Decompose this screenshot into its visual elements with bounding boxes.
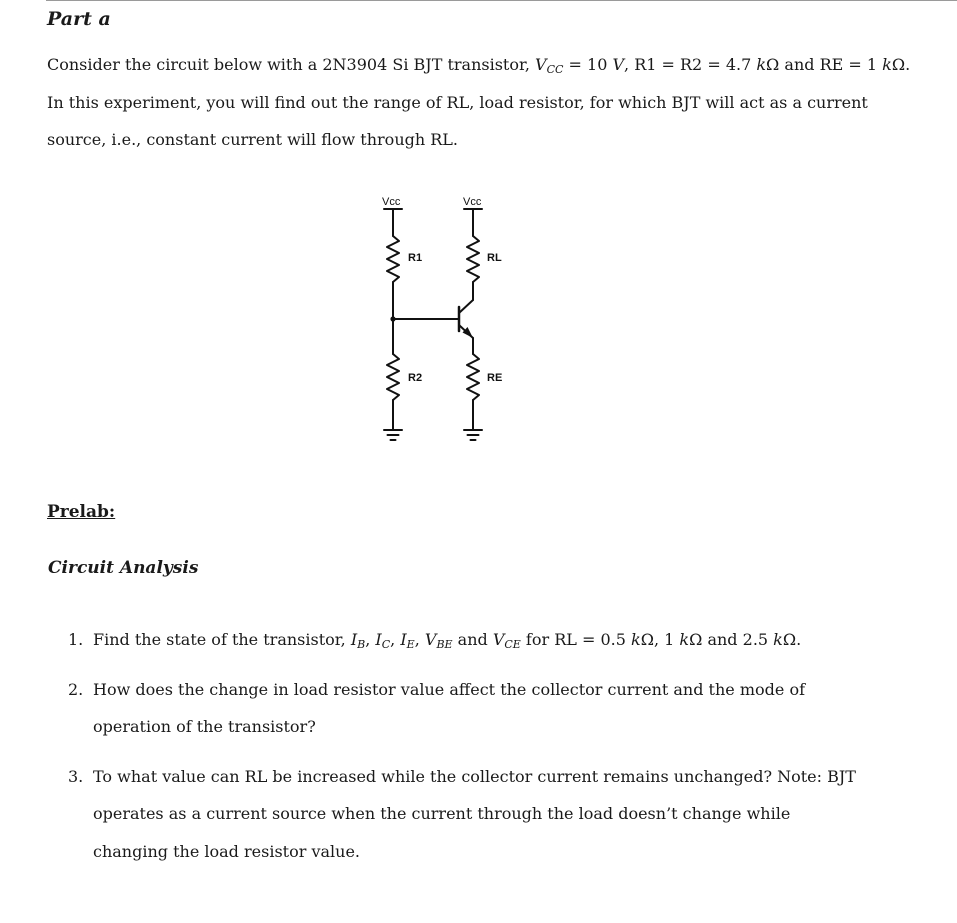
question-list (68, 621, 868, 882)
top-rule (46, 0, 957, 1)
part-title: Part a (47, 8, 111, 30)
transistor-collector (459, 300, 473, 313)
intro-paragraph: Consider the circuit below with a 2N3904 Si BJT transistor, $V_{CC} = 10$ V, R1 = R2 = 4.7 kΩ and RE = 1 kΩ. In this experiment, you will find out the range of RL, load resistor, for which BJT will act as a current source, i.e., constant current will flow through RL. (47, 55, 911, 149)
r1-label: R1 (408, 252, 423, 264)
vcc-left-label: Vcc (382, 196, 401, 208)
base-junction-dot (390, 316, 395, 321)
circuit-analysis-heading: Circuit Analysis (48, 558, 199, 578)
rl-label: RL (487, 252, 502, 264)
r2-zigzag (387, 354, 399, 400)
ground-left-icon (384, 430, 402, 440)
r2-label: R2 (408, 372, 423, 384)
rl-zigzag (467, 236, 479, 282)
prelab-heading: Prelab: (47, 502, 116, 522)
question-item: 2. How does the change in load resistor value affect the collector current and the mode of operation of the transistor? (68, 679, 805, 736)
circuit-diagram (370, 190, 550, 465)
question-item: 1. Find the state of the transistor, $I_B$, $I_C$, $I_E$, $V_{BE}$ and $V_{CE}$ for RL = 0.5 kΩ, 1 kΩ and 2.5 kΩ. (68, 630, 802, 651)
question-item: 3. To what value can RL be increased while the collector current remains unchanged? Note: BJT operates as a current source when the current through the load doesn’t change while changing the load resistor value. (68, 766, 856, 861)
re-zigzag (467, 354, 479, 400)
ground-right-icon (464, 430, 482, 440)
vcc-right-label: Vcc (463, 196, 482, 208)
re-label: RE (487, 372, 503, 384)
r1-zigzag (387, 236, 399, 282)
